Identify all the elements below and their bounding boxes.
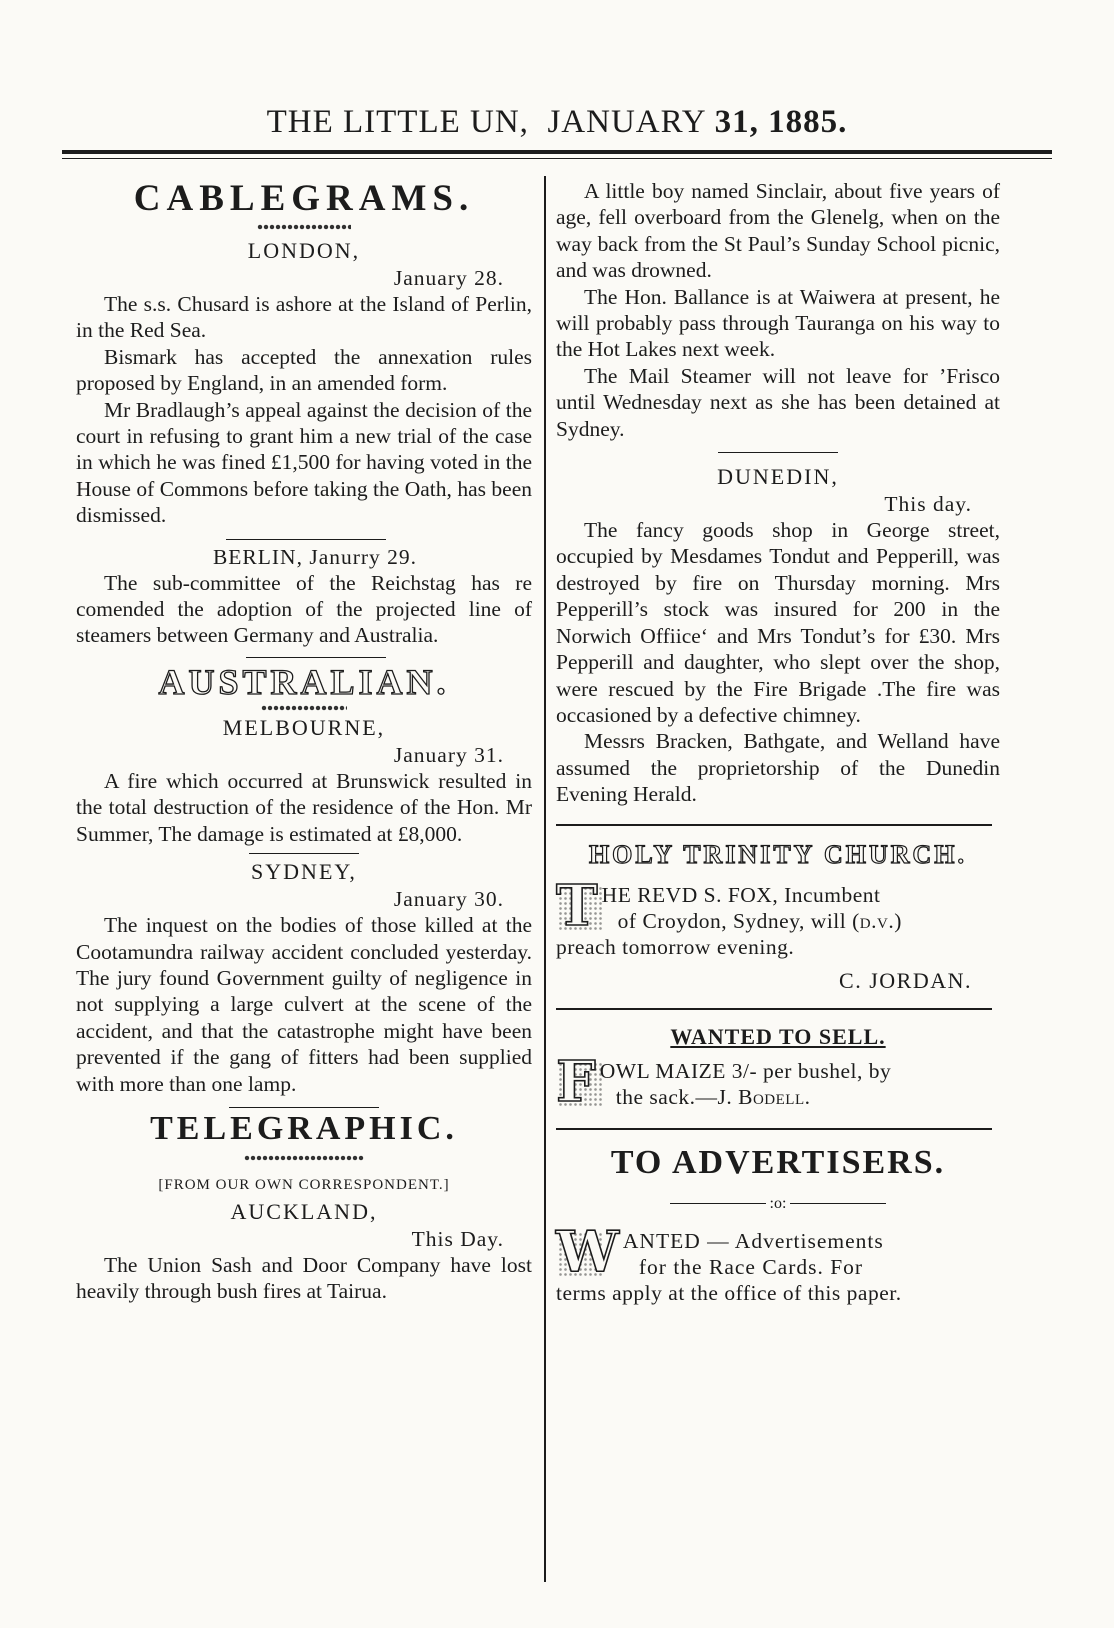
church-line-3: preach tomorrow evening. [556, 934, 795, 959]
berlin-paragraph: The sub-committee of the Reichstag has re comended the adoption of the projected line of steamers between Germany and Australia. [76, 570, 532, 648]
sydney-paragraph: The inquest on the bodies of those killed at the Cootamundra railway accident concluded yesterday. The jury found Government guilty of negligence in not supplying a large culvert at the scene of the accident, and that the catastrophe might have been prevented if the gang of fitters had been supplied with more than one lamp. [76, 913, 532, 1096]
church-line-1: HE REVD S. FOX, Incumbent [601, 882, 881, 907]
correspondent-note: [FROM OUR OWN CORRESPONDENT.] [158, 1176, 450, 1193]
cablegrams-heading: CABLEGRAMS. [133, 178, 475, 219]
ornament-rule [257, 223, 351, 231]
london-place: LONDON, [247, 238, 361, 263]
dunedin-place: DUNEDIN, [717, 464, 839, 490]
london-date: January 28. [393, 266, 504, 290]
auckland-paragraph: The Union Sash and Door Company have lost heavily through bush fires at Tairua. [76, 1252, 532, 1304]
ornate-dropcap-w: W [556, 1218, 619, 1285]
advertisers-heading: TO ADVERTISERS. [610, 1143, 946, 1181]
ornament-rule [244, 1154, 364, 1162]
masthead-rule-thin [62, 158, 1052, 159]
cable-paragraph-2: Bismark has accepted the annexation rules proposed by England, in an amended form. [76, 344, 532, 396]
local-paragraph-2: The Hon. Ballance is at Waiwera at present, he will probably pass through Tauranga on his way to the Hot Lakes next week. [556, 284, 1000, 362]
sydney-place: SYDNEY, [251, 859, 357, 885]
telegraphic-heading: TELEGRAPHIC. [150, 1109, 458, 1147]
maize-line-2: the sack.—J. Bodell. [615, 1084, 811, 1109]
maize-line-1: OWL MAIZE 3/- per bushel, by [599, 1058, 892, 1083]
masthead-rule [62, 150, 1052, 154]
cable-paragraph-3: Mr Bradlaugh’s appeal against the decision of the court in refusing to grant him a new trial of the case in which he was fined £1,500 for having voted in the House of Commons before taking the Oath, has been dismissed. [76, 397, 532, 528]
auckland-date: This Day. [411, 1226, 504, 1251]
melbourne-place: MELBOURNE, [222, 714, 386, 740]
church-line-2: of Croydon, Sydney, will (d.v.) [617, 908, 902, 933]
masthead [60, 106, 1054, 139]
advertisers-line-1: ANTED — Advertisements [622, 1228, 884, 1253]
section-rule [556, 1128, 992, 1130]
sydney-date: January 30. [393, 887, 504, 912]
section-rule [249, 853, 359, 854]
advertisers-notice [556, 1218, 1000, 1285]
berlin-dateline: BERLIN, Janurry 29. [212, 544, 418, 569]
ornament-rule [261, 704, 347, 712]
paper-name: THE LITTLE UN, [266, 104, 529, 140]
wanted-to-sell-heading: WANTED TO SELL. [670, 1023, 886, 1049]
issue-date: JANUARY [547, 104, 706, 140]
column-divider [544, 176, 546, 1582]
church-notice [556, 872, 1000, 939]
dunedin-date: This day. [884, 492, 972, 517]
section-rule [718, 452, 838, 453]
church-heading: HOLY TRINITY CHURCH. [588, 839, 968, 869]
dunedin-paragraph-1: The fancy goods shop in George street, occupied by Mesdames Tondut and Pepperill, was destroyed by fire on Thursday morning. Mrs Pepperill’s stock was insured for 200 in the Norwich Offiice‘ and Mrs Tondut’s for £30. Mrs Pepperill and daughter, who slept over the shop, were rescued by the Fire Brigade .The fire was occasioned by a defective chimney. [556, 518, 1000, 727]
australian-heading: AUSTRALIAN. [158, 661, 450, 702]
cable-paragraph-1: The s.s. Chusard is ashore at the Island of Perlin, in the Red Sea. [76, 292, 532, 343]
section-rule [229, 1107, 379, 1108]
left-column [76, 178, 532, 1305]
maize-notice [556, 1048, 1000, 1115]
colon-separator: :o: [556, 1194, 1000, 1214]
section-rule [556, 1008, 992, 1010]
local-paragraph-3: The Mail Steamer will not leave for ’Frisco until Wednesday next as she has been detained at Sydney. [556, 363, 1000, 441]
melbourne-paragraph: A fire which occurred at Brunswick resulted in the total destruction of the residence of the Hon. Mr Summer, The damage is estimated at £8,000. [76, 768, 532, 846]
section-rule [246, 657, 386, 658]
issue-date-tail: 31, 1885. [714, 104, 848, 140]
ornate-dropcap-t: T [556, 872, 598, 939]
auckland-place: AUCKLAND, [230, 1198, 378, 1224]
advertisers-line-3: terms apply at the office of this paper. [556, 1280, 902, 1305]
melbourne-date: January 31. [393, 742, 504, 767]
section-rule [556, 824, 992, 826]
church-signature: C. JORDAN. [839, 967, 972, 993]
advertisers-line-2: for the Race Cards. For [638, 1254, 864, 1279]
dunedin-paragraph-2: Messrs Bracken, Bathgate, and Welland have assumed the proprietorship of the Dunedin Evening Herald. [556, 729, 1000, 807]
local-paragraph-1: A little boy named Sinclair, about five years of age, fell overboard from the Glenelg, when on the way back from the St Paul’s Sunday School picnic, and was drowned. [556, 179, 1000, 283]
ornate-dropcap-f: F [556, 1048, 596, 1115]
right-column [556, 178, 1000, 1306]
section-rule [226, 539, 386, 540]
